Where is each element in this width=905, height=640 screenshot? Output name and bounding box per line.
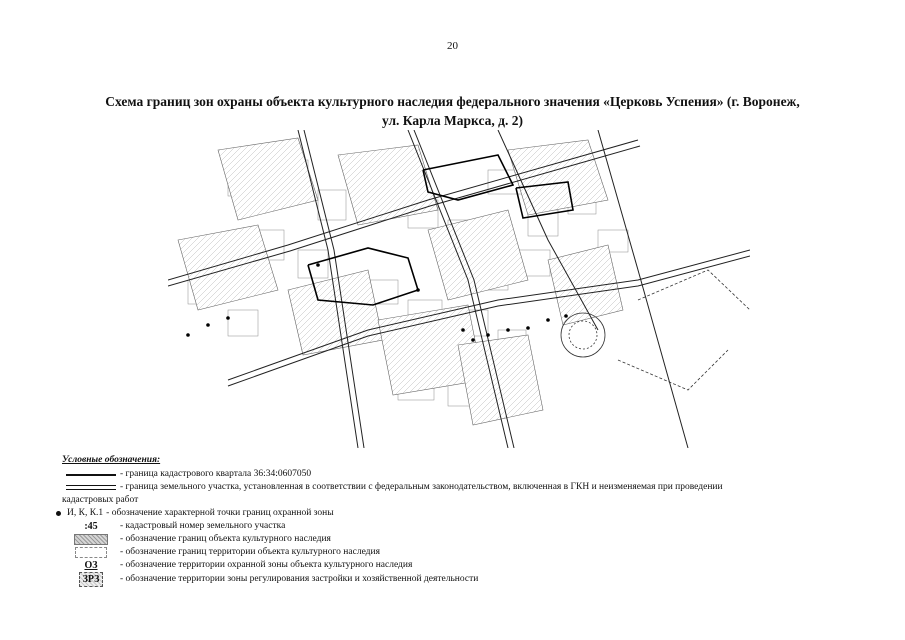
legend-text-land-plot: - граница земельного участка, установленная в соответствии с федеральным законодательством, включенная в ГКН и неизменяемая при проведении — [120, 482, 723, 492]
legend-text-oz: - обозначение территории охранной зоны объекта культурного наследия — [120, 560, 413, 570]
oz-code: ОЗ — [84, 560, 98, 571]
cadastral-boundary-symbol — [66, 474, 116, 476]
legend-text-zrz: - обозначение территории зоны регулирования застройки и хозяйственной деятельности — [120, 574, 479, 584]
legend-text-object-territory: - обозначение границ территории объекта культурного наследия — [120, 547, 380, 557]
object-territory-symbol — [75, 547, 107, 558]
cadastral-map — [168, 130, 750, 448]
legend-row-plot-number — [62, 520, 852, 533]
legend-text-land-plot-cont: кадастровых работ — [62, 495, 139, 505]
legend-row-cadastral — [62, 468, 852, 481]
map-title-line-2: ул. Карла Маркса, д. 2) — [382, 113, 523, 128]
map-title-line-1: Схема границ зон охраны объекта культурного наследия федерального значения «Церковь Успения» (г. Воронеж, — [105, 94, 800, 109]
legend-text-points: - обозначение характерной точки границ охранной зоны — [106, 508, 334, 518]
legend-row-object-boundary — [62, 533, 852, 546]
zrz-code: ЗРЗ — [79, 572, 104, 587]
object-boundary-symbol — [74, 534, 108, 545]
map-title — [40, 92, 865, 130]
legend-row-land-plot — [62, 481, 852, 494]
plot-number-code: :45 — [84, 521, 98, 532]
map-legend — [62, 454, 852, 587]
boundary-point-icon — [56, 511, 61, 516]
legend-text-plot-number: - кадастровый номер земельного участка — [120, 521, 286, 531]
legend-heading: Условные обозначения: — [62, 455, 161, 465]
legend-row-zrz — [62, 572, 852, 587]
land-plot-boundary-symbol — [66, 485, 116, 490]
point-codes: И, К, К.1 — [67, 508, 104, 518]
page-number: 20 — [447, 40, 458, 52]
legend-row-oz — [62, 559, 852, 572]
legend-row-object-territory — [62, 546, 852, 559]
legend-text-cadastral: - граница кадастрового квартала 36:34:0607050 — [120, 469, 312, 479]
legend-text-object-boundary: - обозначение границ объекта культурного наследия — [120, 534, 331, 544]
legend-row-points — [56, 507, 852, 520]
